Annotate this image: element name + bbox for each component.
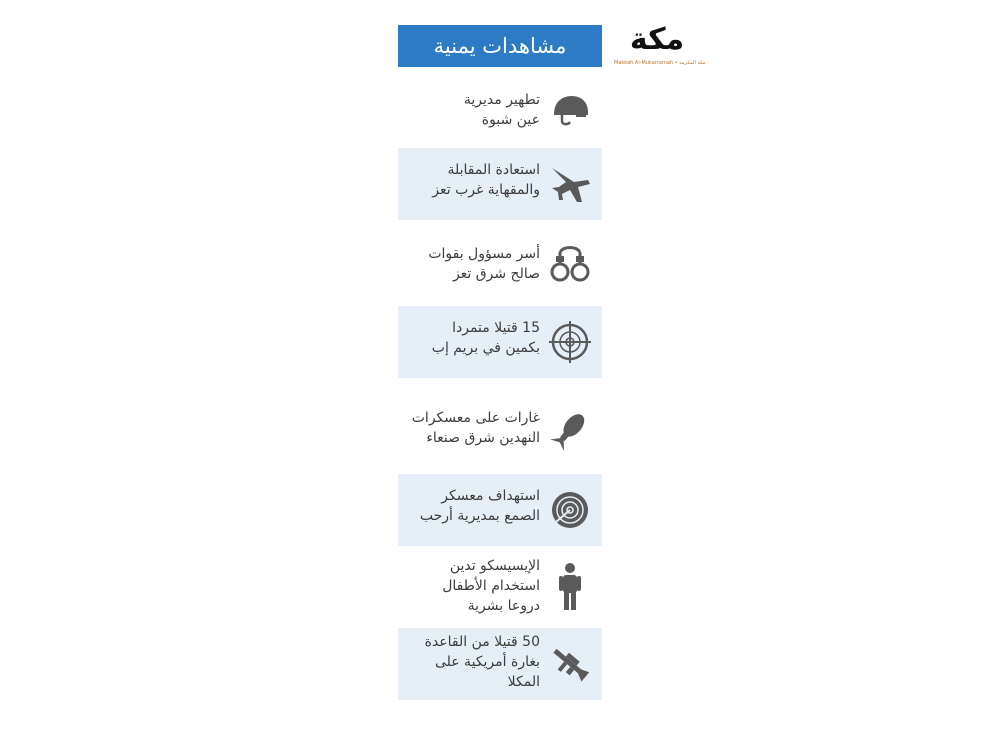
logo-text: مكة (629, 22, 685, 57)
item-line: استعادة المقابلة (447, 162, 540, 178)
handcuffs-icon (548, 242, 592, 286)
list-item (398, 474, 602, 546)
item-text (425, 632, 540, 692)
item-line: بغارة أمريكية على (434, 654, 540, 670)
item-line: الصمع بمديرية أرحب (419, 508, 540, 524)
list-item (398, 228, 602, 300)
item-line: 15 قتيلا متمردا (452, 320, 540, 336)
item-line: النهدين شرق صنعاء (426, 430, 540, 446)
list-item (398, 386, 602, 466)
item-line: أسر مسؤول بقوات (428, 246, 540, 262)
item-line: صالح شرق تعز (452, 266, 540, 282)
item-line: دروعا بشرية (467, 598, 540, 614)
item-text (420, 486, 540, 526)
list-item (398, 552, 602, 624)
item-line: استخدام الأطفال (442, 578, 540, 594)
item-line: غارات على معسكرات (411, 410, 540, 426)
item-line: الإيسيسكو تدين (449, 558, 540, 574)
item-line: 50 قتيلا من القاعدة (424, 634, 540, 650)
item-line: بكمين في بريم إب (431, 340, 540, 356)
item-line: عين شبوة (481, 112, 540, 128)
person-icon (548, 562, 592, 612)
fighter-jet-icon (548, 162, 592, 206)
item-text (442, 556, 540, 616)
item-line: والمقهاية غرب تعز (432, 182, 540, 198)
page-title: مشاهدات يمنية (398, 25, 602, 67)
list-item (398, 628, 602, 700)
item-text (428, 244, 540, 284)
item-text (432, 318, 540, 358)
item-text (412, 408, 540, 448)
item-line: تطهير مديرية (463, 92, 540, 108)
logo-subtitle: Makkah Al-Mukarramah • مكة المكرمة (614, 60, 706, 66)
helmet-icon (548, 88, 592, 132)
bomb-icon (548, 408, 592, 452)
radar-icon (548, 488, 592, 532)
list-item (398, 80, 602, 140)
list-item (398, 148, 602, 220)
item-line: استهداف معسكر (441, 488, 540, 504)
item-text (464, 90, 540, 130)
rifle-icon (548, 642, 592, 686)
crosshair-icon (548, 320, 592, 364)
item-line: المكلا (507, 674, 540, 690)
item-text (432, 160, 540, 200)
logo (612, 22, 706, 70)
list-item (398, 306, 602, 378)
